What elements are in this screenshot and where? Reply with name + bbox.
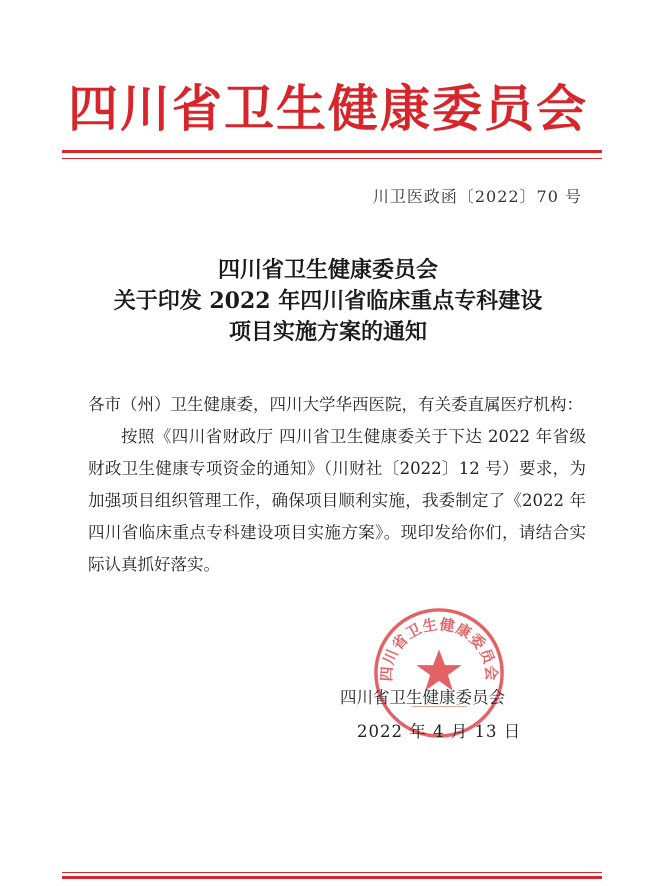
footer-rule-thick <box>62 876 602 879</box>
header-rule-thin <box>62 158 602 159</box>
document-body <box>88 389 586 581</box>
title-line-2: 关于印发 2022 年四川省临床重点专科建设 <box>113 288 543 314</box>
salutation: 各市（州）卫生健康委，四川大学华西医院，有关委直属医疗机构： <box>88 395 583 414</box>
title-line-1: 四川省卫生健康委员会 <box>217 257 438 283</box>
masthead-title: 四川省卫生健康委员会 <box>68 80 588 138</box>
body-paragraph: 按照《四川省财政厅 四川省卫生健康委关于下达 2022 年省级财政卫生健康专项资金的通知》（川财社〔2022〕12 号）要求，为加强项目组织管理工作，确保项目顺利实施，我委制定了《2022 年四川省临床重点专科建设项目实施方案》。现印发给你们，请结合实际认真抓好落实。 <box>88 427 586 574</box>
signature-date: 2022 年 4 月 13 日 <box>357 722 522 741</box>
document-title <box>0 255 656 348</box>
header-rule-thick <box>62 150 602 153</box>
document-number: 川卫医政函〔2022〕70 号 <box>372 187 582 206</box>
signature-org: 四川省卫生健康委员会 <box>340 688 505 707</box>
title-line-3: 项目实施方案的通知 <box>228 319 427 345</box>
footer-rule-thin <box>62 872 602 873</box>
seal-text: 四川省卫生健康委员会 <box>378 616 500 682</box>
